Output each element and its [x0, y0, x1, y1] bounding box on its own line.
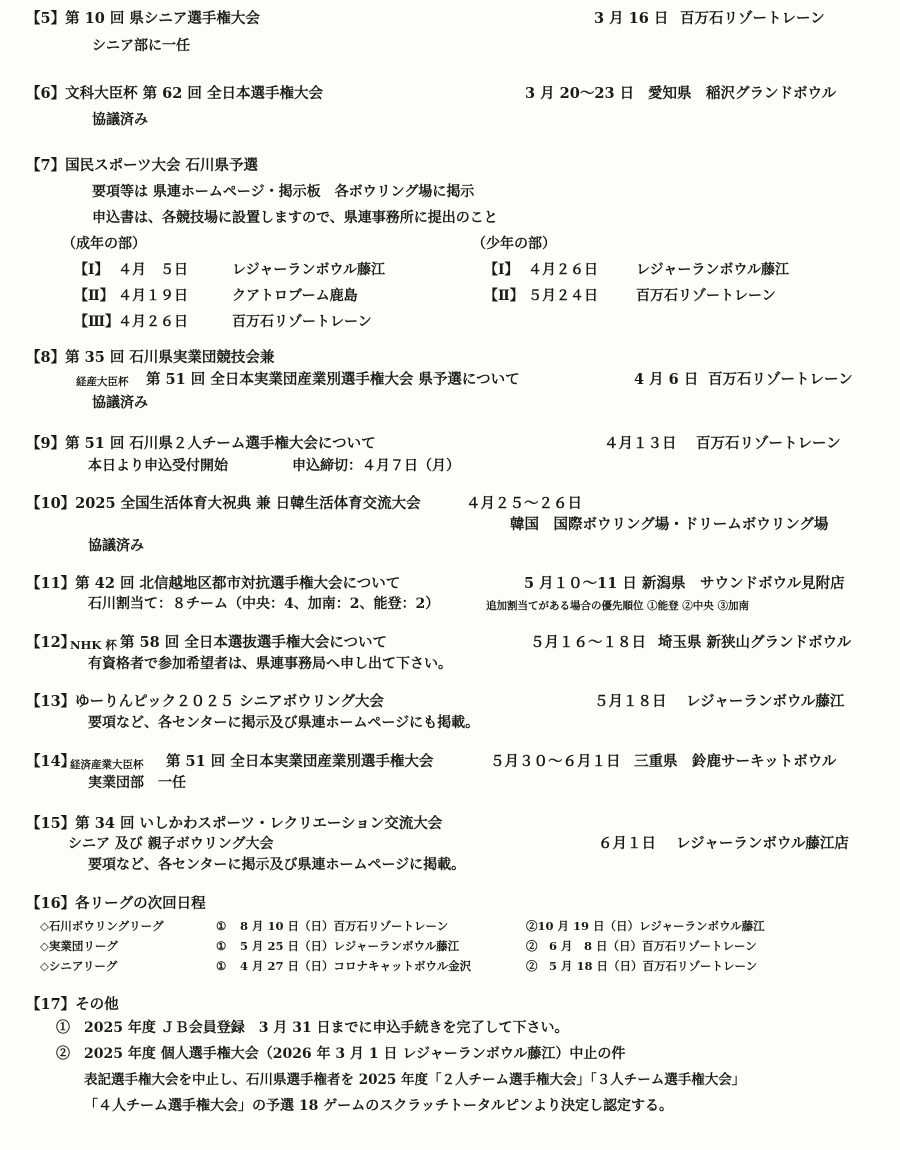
youth-round-no: 【Ⅰ】: [484, 262, 519, 278]
section-14-heading-2: 第 51 回 全日本実業団産業別選手権大会: [166, 753, 434, 770]
section-15-venue: レジャーランボウル藤江店: [676, 835, 849, 852]
youth-round-date: ４月２６日: [528, 262, 598, 278]
section-14-venue: 三重県 鈴鹿サーキットボウル: [634, 753, 837, 770]
section-12-date: ５月１６～１８日: [530, 634, 646, 651]
other-item-2: ② 2025 年度 個人選手権大会（2026 年 3 月 1 日 レジャーランボウル藤江）中止の件: [56, 1046, 626, 1062]
section-14-prefix: 経済産業大臣杯: [70, 759, 144, 771]
league-next-date-2: ②10 月 19 日（日）レジャーランボウル藤江: [526, 919, 765, 933]
adult-round-venue: クアトロブーム鹿島: [232, 288, 358, 304]
section-11-line-2: 石川割当て：８チーム（中央：4、加南：2、能登：2）: [88, 596, 440, 612]
section-8-note: 協議済み: [92, 395, 148, 411]
adult-round-date: ４月２６日: [118, 314, 188, 330]
league-name: ◇シニアリーグ: [40, 959, 118, 973]
section-13-venue: レジャーランボウル藤江: [686, 693, 845, 710]
section-7-heading: 【7】国民スポーツ大会 石川県予選: [26, 157, 259, 174]
section-6-date: 3 月 20～23 日: [525, 85, 635, 102]
league-name: ◇実業団リーグ: [40, 939, 118, 953]
league-next-date-1: 8 月 10 日（日）百万石リゾートレーン: [240, 919, 449, 933]
league-round-marker: ①: [216, 939, 227, 953]
section-6-venue: 愛知県 稲沢グランドボウル: [648, 85, 837, 102]
section-16-heading: 【16】各リーグの次回日程: [26, 895, 206, 912]
league-next-date-2: ② 5 月 18 日（日）百万石リゾートレーン: [526, 959, 758, 973]
section-7-line-2: 申込書は、各競技場に設置しますので、県連事務所に提出のこと: [92, 210, 498, 226]
adult-round-venue: レジャーランボウル藤江: [232, 262, 385, 278]
section-5-venue: 百万石リゾートレーン: [680, 10, 825, 27]
section-9-venue: 百万石リゾートレーン: [696, 435, 841, 452]
youth-round-venue: レジャーランボウル藤江: [636, 262, 789, 278]
section-14-note: 実業団部 一任: [88, 775, 186, 791]
other-item-2-detail-2: 「４人チーム選手権大会」の予選 18 ゲームのスクラッチトータルピンより決定し認定する。: [84, 1098, 673, 1114]
section-14-heading: 【14】: [26, 753, 76, 770]
youth-round-venue: 百万石リゾートレーン: [636, 288, 776, 304]
section-8-date: 4 月 6 日: [634, 371, 699, 388]
section-5-note: シニア部に一任: [92, 38, 190, 54]
section-10-heading: 【10】2025 全国生活体育大祝典 兼 日韓生活体育交流大会: [26, 495, 421, 512]
adult-round-no: 【Ⅲ】: [74, 314, 120, 330]
section-10-venue: 韓国 国際ボウリング場・ドリームボウリング場: [510, 516, 829, 533]
section-5-date: 3 月 16 日: [594, 10, 669, 27]
adult-round-no: 【Ⅱ】: [74, 288, 114, 304]
section-11-priority-note: 追加割当てがある場合の優先順位 ①能登 ②中央 ③加南: [486, 600, 749, 612]
league-round-marker: ①: [216, 919, 227, 933]
league-name: ◇石川ボウリングリーグ: [40, 919, 164, 933]
section-12-line-2: 有資格者で参加希望者は、県連事務局へ申し出て下さい。: [88, 656, 452, 672]
adult-division-label: （成年の部）: [62, 236, 146, 252]
other-item-2-detail-1: 表記選手権大会を中止し、石川県選手権者を 2025 年度「２人チーム選手権大会」「３人チーム選手権大会」: [84, 1072, 746, 1088]
youth-round-date: ５月２４日: [528, 288, 598, 304]
section-9-heading: 【9】第 51 回 石川県２人チーム選手権大会について: [26, 435, 376, 452]
section-9-date: ４月１３日: [604, 435, 677, 452]
section-8-venue: 百万石リゾートレーン: [708, 371, 853, 388]
section-8-prefix: 経産大臣杯: [76, 376, 129, 388]
section-12-venue: 埼玉県 新狭山グランドボウル: [658, 634, 852, 651]
section-13-heading: 【13】ゆーりんピック２０２５ シニアボウリング大会: [26, 693, 384, 710]
section-13-date: ５月１８日: [594, 693, 667, 710]
youth-round-no: 【Ⅱ】: [484, 288, 524, 304]
section-15-line-2: シニア 及び 親子ボウリング大会: [68, 836, 274, 852]
adult-round-no: 【Ⅰ】: [74, 262, 109, 278]
adult-round-venue: 百万石リゾートレーン: [232, 314, 372, 330]
section-8-line-2: 第 51 回 全日本実業団産業別選手権大会 県予選について: [146, 371, 520, 388]
section-15-line-3: 要項など、各センターに掲示及び県連ホームページに掲載。: [88, 857, 466, 873]
section-11-venue: 新潟県 サウンドボウル見附店: [642, 575, 845, 592]
section-9-line-2a: 本日より申込受付開始: [88, 458, 228, 474]
section-14-date: ５月３０～６月１日: [490, 753, 621, 770]
section-11-date: 5 月１０～11 日: [524, 575, 637, 592]
adult-round-date: ４月 ５日: [118, 262, 188, 278]
adult-round-date: ４月１９日: [118, 288, 188, 304]
section-15-date: ６月１日: [598, 835, 656, 852]
section-6-note: 協議済み: [92, 112, 148, 128]
youth-division-label: （少年の部）: [472, 236, 556, 252]
league-next-date-1: 5 月 25 日（日）レジャーランボウル藤江: [240, 939, 460, 953]
section-7-line-1: 要項等は 県連ホームページ・掲示板 各ボウリング場に掲示: [92, 184, 475, 200]
section-17-heading: 【17】その他: [26, 996, 119, 1013]
section-13-line-2: 要項など、各センターに掲示及び県連ホームページにも掲載。: [88, 715, 480, 731]
section-9-line-2b: 申込締切：４月７日（月）: [292, 458, 460, 474]
league-next-date-1: 4 月 27 日（日）コロナキャットボウル金沢: [240, 959, 472, 973]
section-10-note: 協議済み: [88, 538, 144, 554]
section-5-heading: 【5】第 10 回 県シニア選手権大会: [26, 10, 260, 27]
other-item-1: ① 2025 年度 ＪＢ会員登録 3 月 31 日までに申込手続きを完了して下さい。: [56, 1020, 569, 1036]
section-11-heading: 【11】第 42 回 北信越地区都市対抗選手権大会について: [26, 575, 401, 592]
section-12-heading-2: 第 58 回 全日本選抜選手権大会について: [120, 634, 388, 651]
league-round-marker: ①: [216, 959, 227, 973]
section-15-heading: 【15】第 34 回 いしかわスポーツ・レクリエーション交流大会: [26, 815, 443, 832]
league-next-date-2: ② 6 月 8 日（日）百万石リゾートレーン: [526, 939, 757, 953]
section-12-heading: 【12】: [26, 634, 76, 651]
section-10-date: ４月２５～２６日: [466, 495, 582, 512]
section-6-heading: 【6】文科大臣杯 第 62 回 全日本選手権大会: [26, 85, 323, 102]
section-12-prefix: NHK 杯: [70, 638, 117, 652]
section-8-heading: 【8】第 35 回 石川県実業団競技会兼: [26, 349, 275, 366]
